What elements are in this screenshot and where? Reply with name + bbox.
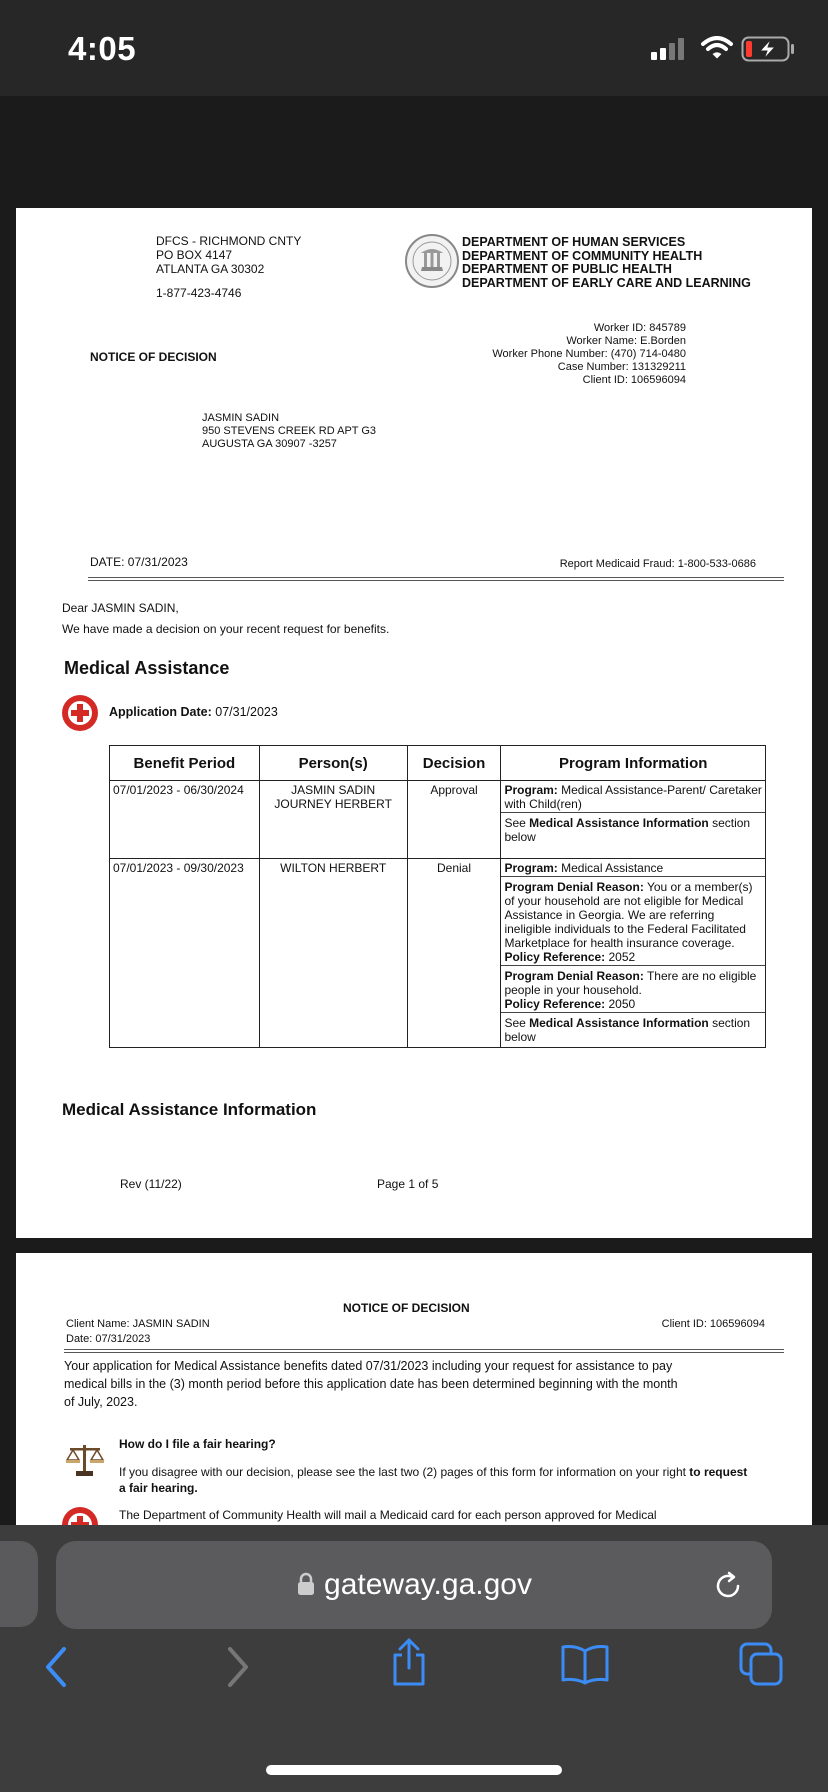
document-page-1 [16,208,812,1238]
lock-icon [296,1572,316,1596]
revision-label: Rev (11/22) [120,1177,182,1191]
office-line: ATLANTA GA 30302 [156,262,265,276]
see-prefix: See [504,816,530,830]
divider [88,577,784,581]
wifi-icon [701,36,733,60]
page-number: Page 1 of 5 [377,1177,439,1191]
program-line [501,861,765,877]
program-line [501,783,765,813]
decision-cell: Denial [407,859,501,1048]
reload-icon[interactable] [712,1570,744,1602]
person-name: JASMIN SADIN [291,783,376,797]
policy-label: Policy Reference: [504,997,606,1011]
application-date-label: Application Date: [109,705,212,719]
medical-cross-icon [61,694,99,732]
persons-cell [259,781,407,859]
office-line: DFCS - RICHMOND CNTY [156,234,302,248]
worker-name: Worker Name: E.Borden [566,335,686,347]
client-name: Client Name: JASMIN SADIN [66,1318,210,1330]
recipient-address [202,412,376,451]
person-name: JOURNEY HERBERT [274,797,392,811]
policy-label: Policy Reference: [504,950,606,964]
clock-time: 4:05 [68,30,137,67]
section-title: Medical Assistance Information [62,1100,317,1119]
policy-reference [504,997,762,1011]
decision-paragraph: Your application for Medical Assistance benefits dated 07/31/2023 including your request for assistance to pay medical bills in the (3) month period before this application date has been determined beginning with the month of July, 2023. [64,1359,678,1409]
denial-reason-label: Program Denial Reason: [504,969,644,983]
header-program-info: Program Information [501,746,766,781]
application-date [109,705,278,719]
departments-list [462,236,751,290]
see-section-note [501,816,765,845]
denial-reason-label: Program Denial Reason: [504,880,644,894]
medicaid-card-text: The Department of Community Health will mail a Medicaid card for each person approved for Medical [119,1508,657,1522]
intro-text: We have made a decision on your recent request for benefits. [62,622,390,636]
header-persons: Person(s) [259,746,407,781]
hearing-text [119,1464,749,1496]
see-prefix: See [504,1016,530,1030]
scales-of-justice-icon [64,1439,106,1481]
client-id: Client ID: 106596094 [582,374,686,386]
benefit-period: 07/01/2023 - 06/30/2024 [110,781,260,859]
home-indicator[interactable] [266,1765,562,1775]
denial-reason-block [501,880,765,966]
cellular-signal-icon [651,38,685,60]
department-name: DEPARTMENT OF EARLY CARE AND LEARNING [462,275,751,290]
policy-value: 2050 [605,997,636,1011]
denial-reason [504,880,762,950]
department-name: DEPARTMENT OF COMMUNITY HEALTH [462,248,703,263]
notice-date: DATE: 07/31/2023 [90,555,188,569]
see-section-name: Medical Assistance Information [529,816,709,830]
client-id: Client ID: 106596094 [661,1318,765,1330]
see-suffix: section below [504,1016,751,1044]
notice-title: NOTICE OF DECISION [90,350,217,364]
back-arrow-icon[interactable] [40,1645,74,1689]
program-value: Medical Assistance [557,861,664,875]
application-date-value: 07/31/2023 [211,705,278,719]
worker-info [492,322,686,387]
table-row [110,781,766,859]
header-decision: Decision [407,746,501,781]
program-label: Program: [504,783,558,797]
program-label: Program: [504,861,558,875]
battery-charging-icon [741,36,795,62]
url-text: gateway.ga.gov [324,1568,532,1601]
header-benefit-period: Benefit Period [110,746,260,781]
worker-phone: Worker Phone Number: (470) 714-0480 [492,348,686,360]
decision-cell: Approval [407,781,501,859]
policy-reference [504,950,762,964]
recipient-line: AUGUSTA GA 30907 -3257 [202,438,337,450]
recipient-line: 950 STEVENS CREEK RD APT G3 [202,425,377,437]
bookmarks-icon[interactable] [560,1643,610,1685]
recipient-line: JASMIN SADIN [202,412,280,424]
denial-reason-block [501,969,765,1013]
forward-arrow-icon[interactable] [220,1645,254,1689]
denial-reason-text: You or a member(s) of your household are not eligible for Medical Assistance in Georgia. We are referring ineligible individuals to the Federal Facilitated Marketplace for health insurance coverage. [504,880,753,950]
denial-reason [504,969,762,997]
program-info-cell [501,781,766,859]
section-title: Medical Assistance [64,658,230,678]
worker-id: Worker ID: 845789 [593,322,686,334]
georgia-state-seal-icon [404,233,460,289]
tabs-icon[interactable] [738,1641,784,1687]
address-bar[interactable] [56,1541,772,1629]
office-phone: 1-877-423-4746 [156,286,242,300]
program-info-cell [501,859,766,1048]
greeting: Dear JASMIN SADIN, [62,601,179,615]
notice-date: Date: 07/31/2023 [66,1333,151,1345]
notice-title: NOTICE OF DECISION [343,1301,470,1315]
benefit-period: 07/01/2023 - 09/30/2023 [110,859,260,1048]
office-address [156,234,301,276]
hearing-text-body: If you disagree with our decision, please see the last two (2) pages of this form for information on your right [119,1465,690,1479]
hearing-link-text: to request a fair hearing. [119,1465,748,1495]
see-section-name: Medical Assistance Information [529,1016,709,1030]
office-line: PO BOX 4147 [156,248,233,262]
document-page-2 [16,1253,812,1525]
program-value: Medical Assistance-Parent/ Caretaker with Child(ren) [504,783,762,811]
previous-tab-preview[interactable] [0,1541,38,1627]
hearing-title: How do I file a fair hearing? [119,1437,276,1451]
table-header-row [110,746,766,781]
share-icon[interactable] [388,1637,430,1687]
url-display[interactable] [56,1568,772,1602]
see-suffix: section below [504,816,751,844]
policy-value: 2052 [605,950,636,964]
person-name: WILTON HERBERT [259,859,407,1048]
table-row [110,859,766,1048]
benefits-table [109,745,766,1048]
status-bar [0,0,828,96]
denial-reason-text: There are no eligible people in your household. [504,969,757,997]
department-name: DEPARTMENT OF HUMAN SERVICES [462,235,686,249]
department-name: DEPARTMENT OF PUBLIC HEALTH [462,262,672,277]
medical-cross-icon [61,1506,99,1525]
divider [64,1349,784,1353]
fraud-hotline: Report Medicaid Fraud: 1-800-533-0686 [559,558,756,570]
browser-toolbar [0,1525,828,1792]
see-section-note [501,1016,765,1045]
case-number: Case Number: 131329211 [557,361,686,373]
